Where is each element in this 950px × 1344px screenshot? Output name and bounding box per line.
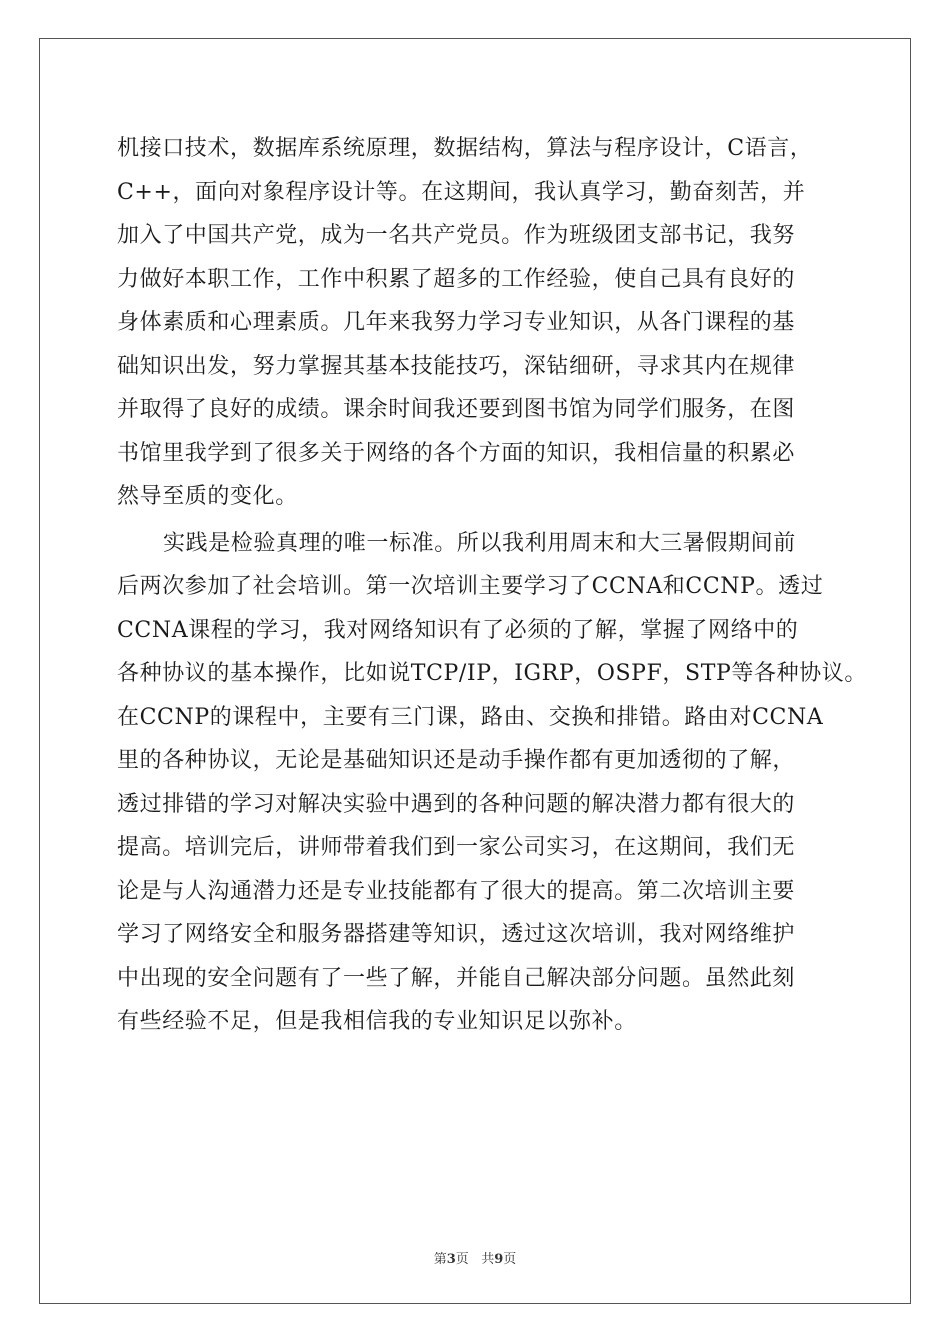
text-line: 提高。培训完后，讲师带着我们到一家公司实习，在这期间，我们无 [117,835,796,860]
text-line: 各种协议的基本操作，比如说TCP/IP，IGRP，OSPF，STP等各种协议。 [117,661,867,686]
total-label-prefix: 共 [481,1252,495,1267]
text-line: 在CCNP的课程中，主要有三门课，路由、交换和排错。路由对CCNA [117,704,824,730]
text-line: 里的各种协议，无论是基础知识还是动手操作都有更加透彻的了解， [117,748,796,773]
text-line: 有些经验不足，但是我相信我的专业知识足以弥补。 [117,1009,637,1034]
page-number: 3 [446,1252,456,1267]
text-line: 透过排错的学习对解决实验中遇到的各种问题的解决潜力都有很大的 [117,791,796,817]
text-line: 中出现的安全问题有了一些了解，并能自己解决部分问题。虽然此刻 [117,965,796,991]
text-line: CCNA课程的学习，我对网络知识有了必须的了解，掌握了网络中的 [117,617,799,643]
text-line: 并取得了良好的成绩。课余时间我还要到图书馆为同学们服务，在图 [117,397,796,422]
text-line: 书馆里我学到了很多关于网络的各个方面的知识，我相信量的积累必 [117,440,796,466]
text-line: 力做好本职工作，工作中积累了超多的工作经验，使自己具有良好的 [117,266,796,292]
page-footer [0,1248,950,1267]
text-line: C++，面向对象程序设计等。在这期间，我认真学习，勤奋刻苦，并 [117,179,806,205]
paragraph-2 [117,522,867,1044]
total-label-suffix: 页 [503,1252,517,1267]
text-line: 身体素质和心理素质。几年来我努力学习专业知识，从各门课程的基 [117,310,796,335]
text-line: 然导至质的变化。 [117,484,298,509]
text-line: 后两次参加了社会培训。第一次培训主要学习了CCNA和CCNP。透过 [117,574,824,599]
text-line: 础知识出发，努力掌握其基本技能技巧，深钻细研，寻求其内在规律 [117,353,796,379]
text-line: 实践是检验真理的唯一标准。所以我利用周末和大三暑假期间前 [163,530,796,556]
page-label-prefix: 第 [433,1252,447,1267]
document-body [117,127,867,1044]
page-label-suffix: 页 [455,1252,469,1267]
text-line: 加入了中国共产党，成为一名共产党员。作为班级团支部书记，我努 [117,223,796,248]
text-line: 论是与人沟通潜力还是专业技能都有了很大的提高。第二次培训主要 [117,878,796,904]
total-pages: 9 [494,1252,504,1267]
text-line: 机接口技术，数据库系统原理，数据结构，算法与程序设计，C语言， [117,136,813,161]
text-line: 学习了网络安全和服务器搭建等知识，透过这次培训，我对网络维护 [117,922,796,947]
paragraph-1 [117,127,857,519]
